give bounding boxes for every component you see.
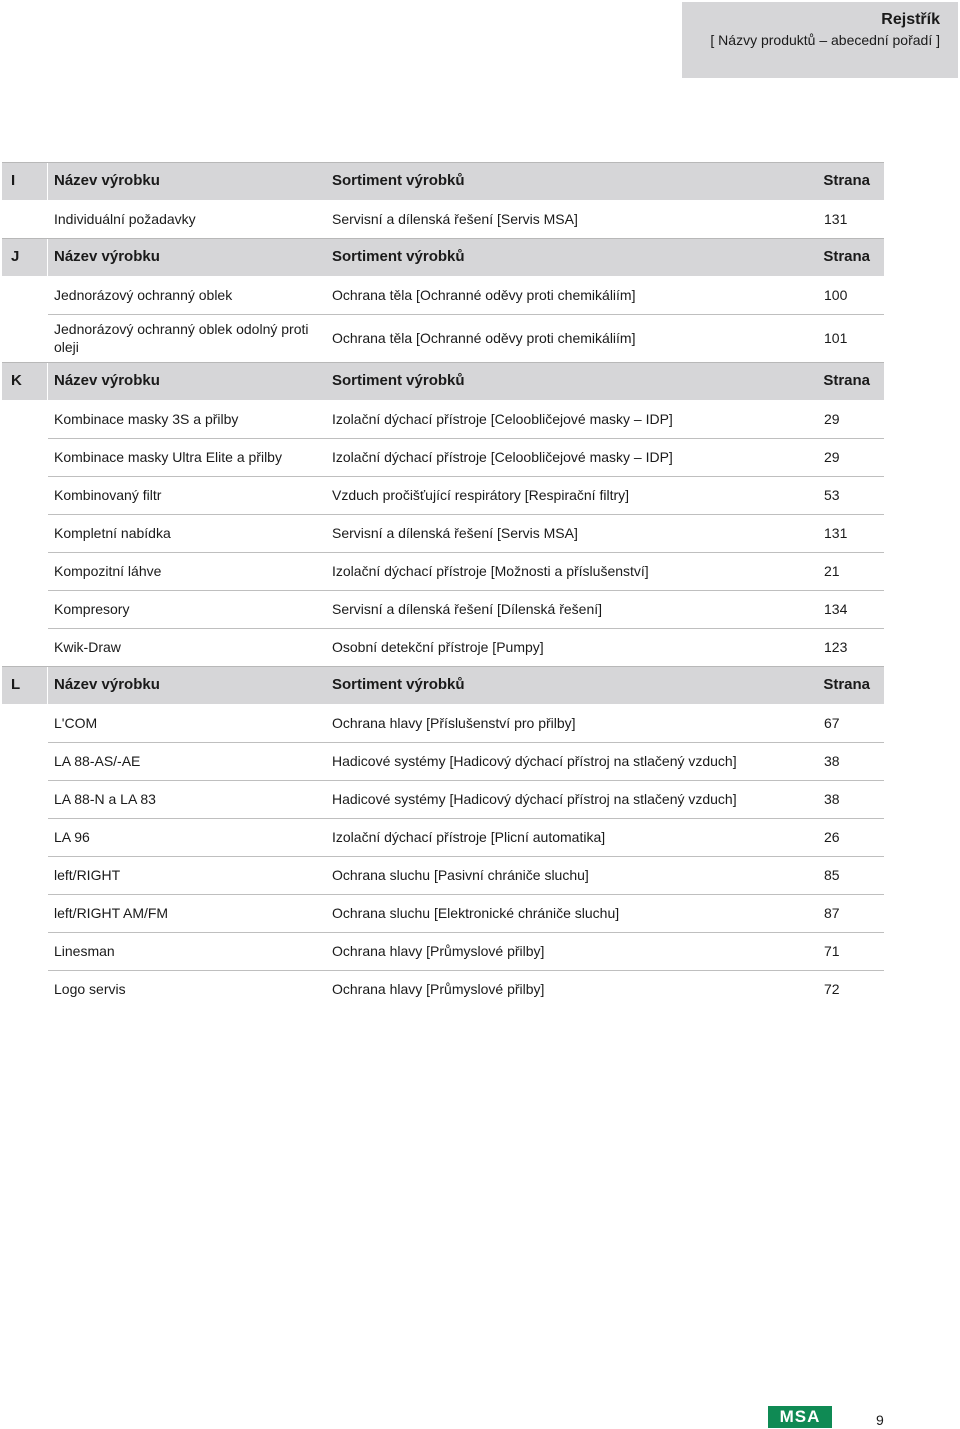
page-reference: 101 [824,330,848,346]
section-letter: J [11,248,20,265]
page-reference: 38 [824,753,840,769]
page-reference: 123 [824,639,848,655]
product-name: left/RIGHT [54,867,121,883]
product-name: Kombinace masky Ultra Elite a přilby [54,449,282,465]
column-header-name: Název výrobku [54,372,160,389]
table-row [2,894,884,932]
product-category: Hadicové systémy [Hadicový dýchací přístroj na stlačený vzduch] [332,753,737,769]
table-row [2,704,884,742]
product-category: Ochrana těla [Ochranné oděvy proti chemikáliím] [332,287,636,303]
table-row [2,200,884,238]
product-category: Izolační dýchací přístroje [Celoobličejové masky – IDP] [332,411,673,427]
column-header-page: Strana [823,372,870,389]
product-name: Kwik-Draw [54,639,121,655]
table-row [2,932,884,970]
product-category: Servisní a dílenská řešení [Dílenská řešení] [332,601,603,617]
page-reference: 131 [824,211,848,227]
section-rows [2,200,884,238]
page-reference: 29 [824,449,840,465]
index-section-l [2,666,884,1008]
index-table [2,162,884,1008]
product-category: Ochrana sluchu [Elektronické chrániče sluchu] [332,905,620,921]
column-header-name: Název výrobku [54,676,160,693]
table-row [2,856,884,894]
table-row [2,438,884,476]
table-row [2,276,884,314]
index-section-k [2,362,884,666]
product-name: left/RIGHT AM/FM [54,905,169,921]
section-letter-cell [2,363,48,400]
table-row [2,742,884,780]
product-name: Kompresory [54,601,130,617]
page-reference: 38 [824,791,840,807]
product-name: Kompozitní láhve [54,563,162,579]
product-name: Linesman [54,943,115,959]
product-name: Kompletní nabídka [54,525,171,541]
index-section-j [2,238,884,362]
table-row [2,628,884,666]
page-reference: 72 [824,981,840,997]
section-header [2,162,884,200]
product-name: LA 88-N a LA 83 [54,791,156,807]
product-category: Ochrana hlavy [Příslušenství pro přilby] [332,715,576,731]
column-header-category: Sortiment výrobků [332,172,465,189]
page-reference: 134 [824,601,848,617]
product-category: Izolační dýchací přístroje [Celoobličejové masky – IDP] [332,449,673,465]
page-reference: 85 [824,867,840,883]
table-row [2,780,884,818]
table-row [2,314,884,362]
section-letter: K [11,372,22,389]
product-category: Vzduch pročišťující respirátory [Respirační filtry] [332,487,630,503]
product-category: Ochrana těla [Ochranné oděvy proti chemikáliím] [332,330,636,346]
product-name: Jednorázový ochranný oblek [54,287,233,303]
page-reference: 29 [824,411,840,427]
product-category: Ochrana hlavy [Průmyslové přilby] [332,943,545,959]
table-row [2,590,884,628]
product-category: Osobní detekční přístroje [Pumpy] [332,639,544,655]
page-reference: 21 [824,563,840,579]
column-header-category: Sortiment výrobků [332,248,465,265]
section-letter-cell [2,163,48,200]
index-title: Rejstřík [881,11,940,28]
column-header-name: Název výrobku [54,248,160,265]
column-header-page: Strana [823,248,870,265]
msa-logo [768,1406,832,1428]
product-category: Hadicové systémy [Hadicový dýchací přístroj na stlačený vzduch] [332,791,737,807]
product-name: LA 88-AS/-AE [54,753,141,769]
index-subtitle: [ Názvy produktů – abecední pořadí ] [710,32,940,48]
section-letter: I [11,172,16,189]
index-header [682,2,958,78]
page-reference: 100 [824,287,848,303]
section-rows [2,704,884,1008]
section-rows [2,276,884,362]
product-category: Servisní a dílenská řešení [Servis MSA] [332,525,578,541]
product-category: Izolační dýchací přístroje [Možnosti a příslušenství] [332,563,649,579]
product-name: Kombinovaný filtr [54,487,162,503]
section-rows [2,400,884,666]
table-row [2,476,884,514]
column-header-category: Sortiment výrobků [332,372,465,389]
product-name: LA 96 [54,829,90,845]
product-name: Individuální požadavky [54,211,196,227]
page-reference: 87 [824,905,840,921]
page-reference: 26 [824,829,840,845]
product-category: Servisní a dílenská řešení [Servis MSA] [332,211,578,227]
column-header-name: Název výrobku [54,172,160,189]
page-reference: 131 [824,525,848,541]
column-header-category: Sortiment výrobků [332,676,465,693]
page-number: 9 [876,1412,884,1428]
product-name: Jednorázový ochranný oblek odolný proti oleji [54,321,309,355]
section-header [2,362,884,400]
product-category: Ochrana hlavy [Průmyslové přilby] [332,981,545,997]
table-row [2,552,884,590]
section-letter-cell [2,667,48,704]
page-reference: 53 [824,487,840,503]
index-section-i [2,162,884,238]
column-header-page: Strana [823,172,870,189]
section-letter-cell [2,239,48,276]
product-name: L'COM [54,715,98,731]
product-category: Izolační dýchací přístroje [Plicní automatika] [332,829,606,845]
table-row [2,514,884,552]
page-reference: 67 [824,715,840,731]
product-name: Kombinace masky 3S a přilby [54,411,239,427]
table-row [2,400,884,438]
msa-logo-text: MSA [779,1407,821,1426]
section-header [2,238,884,276]
table-row [2,970,884,1008]
section-header [2,666,884,704]
product-name: Logo servis [54,981,126,997]
page-reference: 71 [824,943,840,959]
product-category: Ochrana sluchu [Pasivní chrániče sluchu] [332,867,589,883]
column-header-page: Strana [823,676,870,693]
table-row [2,818,884,856]
section-letter: L [11,676,21,693]
